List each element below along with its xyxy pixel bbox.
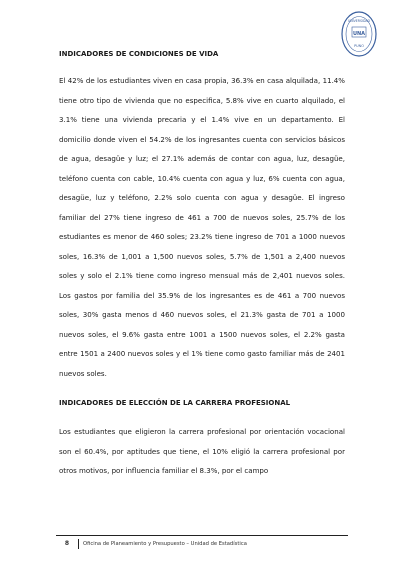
footer-text: Oficina de Planeamiento y Presupuesto – Unidad de Estadística xyxy=(83,541,247,547)
section-heading: INDICADORES DE ELECCIÓN DE LA CARRERA PROFESIONAL xyxy=(59,399,291,407)
section-heading: INDICADORES DE CONDICIONES DE VIDA xyxy=(59,50,219,58)
university-seal-icon xyxy=(340,10,378,58)
seal-text-center: UNA xyxy=(352,31,366,37)
seal-text-top: UNIVERSIDAD xyxy=(347,19,371,23)
section-paragraph: El 42% de los estudiantes viven en casa propia, 36.3% en casa alquilada, 11.4% tiene otro tipo de vivienda que no especifica, 5.8% vive en cuarto alquilado, el 3.1% tiene una vivienda precaria y el 1.4% vive en un departamento. El domicilio donde viven el 54.2% de los ingresantes cuenta con servicios básicos de agua, desagüe y luz; el 27.1% además de contar con agua, luz, desagüe, teléfono cuenta con cable, 10.4% cuenta con agua y luz, 6% cuenta con agua, desagüe, luz y teléfono, 2.2% solo cuenta con agua y desagüe. El ingreso familiar del 27% tiene ingreso de 461 a 700 de nuevos soles, 25.7% de los estudiantes es menor de 460 soles; 23.2% tiene ingreso de 701 a 1000 nuevos soles, 16.3% de 1,001 a 1,500 nuevos soles, 5.7% de 1,501 a 2,400 nuevos soles y solo el 2.1% tiene como ingreso mensual más de 2,401 nuevos soles. Los gastos por familia del 35.9% de los ingresantes es de 461 a 700 nuevos soles, 30% gasta menos d 460 nuevos soles, el 21.3% gasta de 701 a 1000 nuevos soles, el 9.6% gasta entre 1001 a 1500 nuevos soles, el 2.2% gasta entre 1501 a 2400 nuevos soles y el 1% tiene como gasto familiar más de 2401 nuevos soles. xyxy=(59,76,345,378)
page-number: 8 xyxy=(56,539,79,549)
section-paragraph: Los estudiantes que eligieron la carrera profesional por orientación vocacional son el 60.4%, por aptitudes que tiene, el 10% eligió la carrera profesional por otros motivos, por influencia familiar el 8.3%, por el campo xyxy=(59,427,345,475)
seal-text-bottom: PUNO xyxy=(354,44,364,48)
document-body xyxy=(59,50,345,481)
page-footer xyxy=(56,535,348,550)
